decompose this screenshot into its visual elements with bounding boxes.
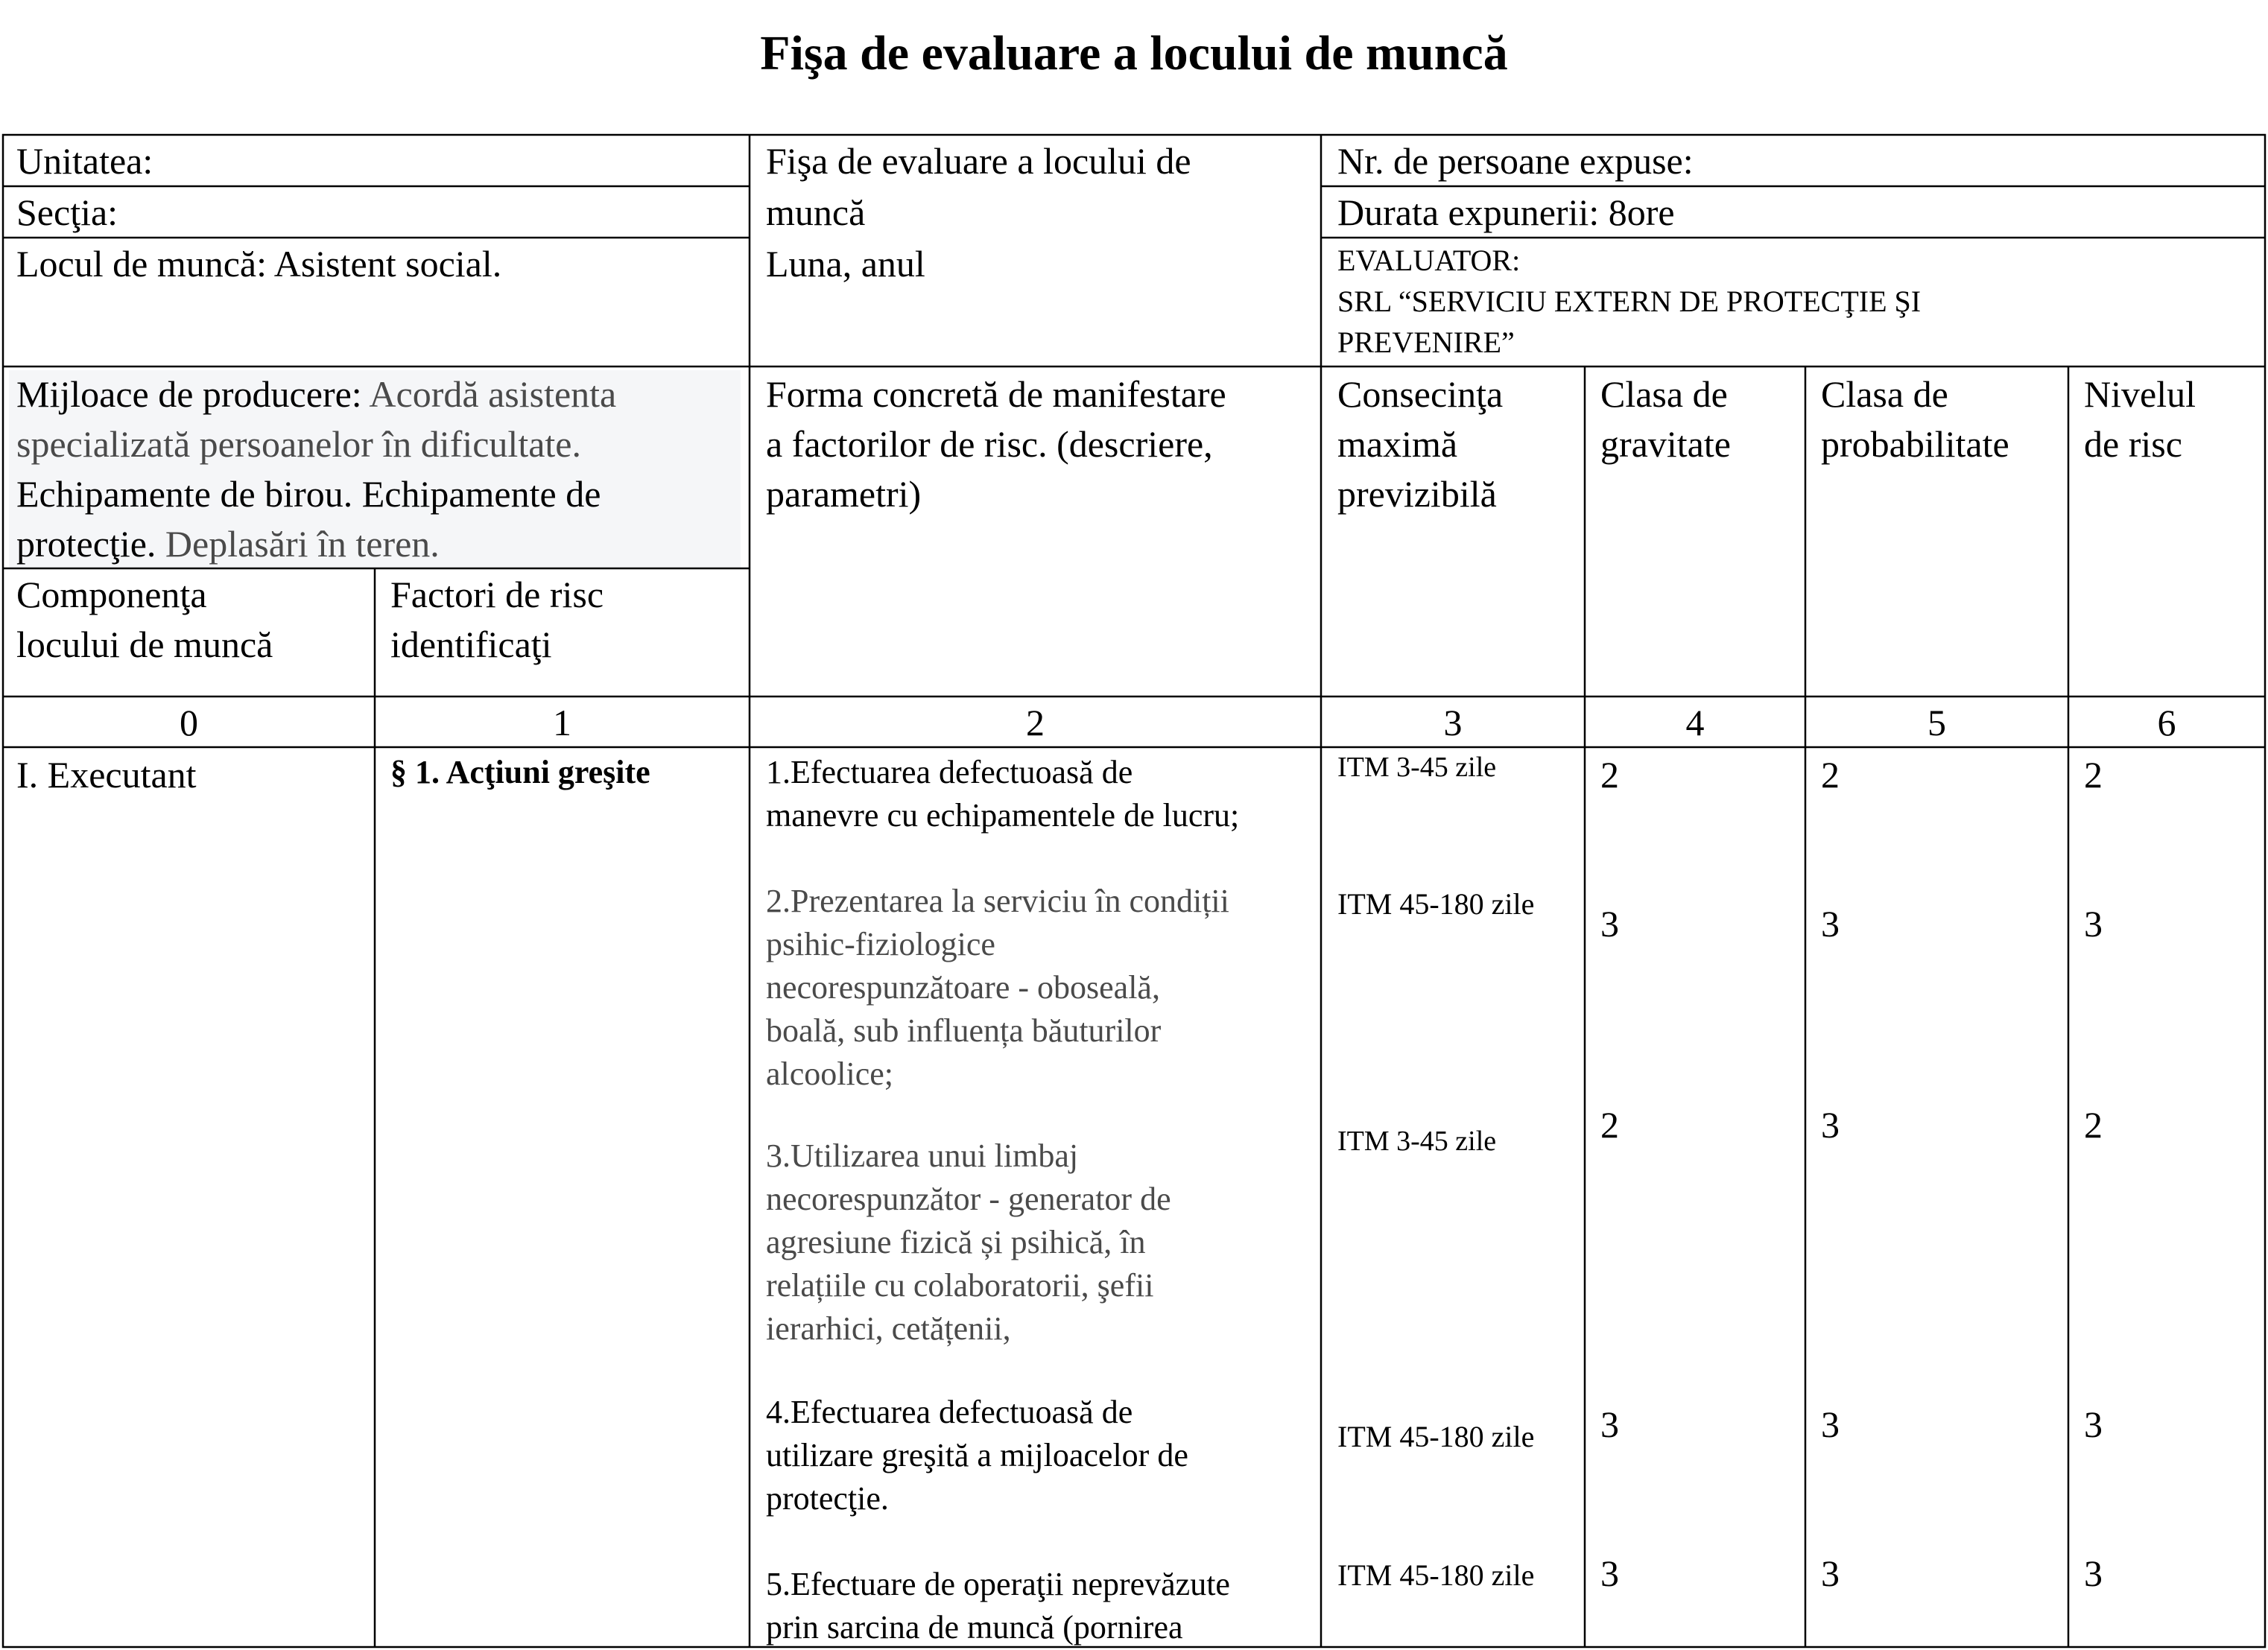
col-number-2: 2 (1026, 702, 1045, 743)
col-number-6: 6 (2157, 702, 2176, 743)
sectia-label: Secţia: (16, 191, 118, 233)
section-factor: § 1. Acţiuni greşite (390, 754, 650, 790)
nr-persoane-label: Nr. de persoane expuse: (1337, 140, 1694, 182)
risk-4-line-3: protecţie. (766, 1480, 889, 1517)
col-number-4: 4 (1685, 702, 1705, 743)
col-consecinta-2: maximă (1337, 423, 1458, 465)
risk-3-probabilitate: 3 (1821, 1104, 1840, 1146)
col-gravitate-2: gravitate (1600, 423, 1731, 465)
col-probabilitate-1: Clasa de (1821, 373, 1948, 415)
unitatea-label: Unitatea: (16, 140, 153, 182)
risk-1-consecinta: ITM 3-45 zile (1337, 752, 1497, 783)
mijloace-line-1 (16, 369, 616, 419)
col-componenta-1: Componenţa (16, 574, 207, 615)
col-number-3: 3 (1443, 702, 1463, 743)
risk-4-gravitate: 3 (1600, 1403, 1619, 1445)
mijloace-text-4a: protecţie. (16, 523, 165, 565)
risk-5-probabilitate: 3 (1821, 1552, 1840, 1594)
luna-anul-label: Luna, anul (766, 243, 925, 285)
risk-3-nivel: 2 (2084, 1104, 2103, 1146)
col-componenta-2: locului de muncă (16, 623, 273, 665)
col-nivel-1: Nivelul (2084, 373, 2196, 415)
risk-2-line-1: 2.Prezentarea la serviciu în condiții (766, 883, 1229, 919)
risk-1-probabilitate: 2 (1821, 754, 1840, 796)
col-forma-3: parametri) (766, 473, 922, 515)
col-factori-2: identificaţi (390, 623, 552, 665)
risk-4-line-1: 4.Efectuarea defectuoasă de (766, 1394, 1133, 1430)
risk-2-line-3: necorespunzătoare - oboseală, (766, 969, 1160, 1006)
mijloace-text-4b: Deplasări în teren. (165, 523, 440, 565)
col-forma-1: Forma concretă de manifestare (766, 373, 1226, 415)
risk-4-consecinta: ITM 45-180 zile (1337, 1420, 1535, 1453)
fisa-line-2: muncă (766, 191, 866, 233)
durata-label: Durata expunerii: 8ore (1337, 191, 1675, 233)
risk-1-nivel: 2 (2084, 754, 2103, 796)
risk-1-line-2: manevre cu echipamentele de lucru; (766, 797, 1240, 834)
col-gravitate-1: Clasa de (1600, 373, 1728, 415)
risk-2-line-5: alcoolice; (766, 1056, 894, 1092)
risk-3-line-2: necorespunzător - generator de (766, 1181, 1171, 1217)
mijloace-line-2: specializată persoanelor în dificultate. (16, 423, 581, 465)
risk-2-line-4: boală, sub influența băuturilor (766, 1012, 1162, 1049)
fisa-line-1: Fişa de evaluare a locului de (766, 140, 1191, 182)
col-consecinta-1: Consecinţa (1337, 373, 1504, 415)
risk-4-nivel: 3 (2084, 1403, 2103, 1445)
col-nivel-2: de risc (2084, 423, 2182, 465)
mijloace-label: Mijloace de producere: (16, 373, 370, 415)
col-number-5: 5 (1928, 702, 1946, 743)
risk-5-line-1: 5.Efectuare de operaţii neprevăzute (766, 1566, 1230, 1602)
risk-2-nivel: 3 (2084, 903, 2103, 945)
col-number-0: 0 (180, 702, 198, 743)
col-forma-2: a factorilor de risc. (descriere, (766, 423, 1213, 465)
evaluator-label: EVALUATOR: (1337, 244, 1521, 277)
risk-5-gravitate: 3 (1600, 1552, 1619, 1594)
risk-3-line-1: 3.Utilizarea unui limbaj (766, 1137, 1079, 1174)
risk-3-line-3: agresiune fizică și psihică, în (766, 1224, 1146, 1260)
risk-1-gravitate: 2 (1600, 754, 1619, 796)
mijloace-line-4 (16, 518, 440, 569)
evaluator-line-1: SRL “SERVICIU EXTERN DE PROTECŢIE ŞI (1337, 285, 1922, 318)
col-number-1: 1 (553, 702, 571, 743)
risk-3-consecinta: ITM 3-45 zile (1337, 1126, 1497, 1157)
col-factori-1: Factori de risc (390, 574, 604, 615)
risk-3-line-4: relațiile cu colaboratorii, şefii (766, 1267, 1154, 1304)
risk-3-line-5: ierarhici, cetățenii, (766, 1310, 1011, 1347)
risk-2-line-2: psihic-fiziologice (766, 926, 995, 962)
document-title: Fişa de evaluare a locului de muncă (760, 26, 1508, 80)
locul-de-munca-label: Locul de muncă: Asistent social. (16, 243, 502, 285)
risk-3-gravitate: 2 (1600, 1104, 1619, 1146)
risk-5-nivel: 3 (2084, 1552, 2103, 1594)
risk-4-line-2: utilizare greşită a mijloacelor de (766, 1437, 1188, 1473)
risk-4-probabilitate: 3 (1821, 1403, 1840, 1445)
col-probabilitate-2: probabilitate (1821, 423, 2009, 465)
col-consecinta-3: previzibilă (1337, 473, 1497, 515)
risk-1-line-1: 1.Efectuarea defectuoasă de (766, 754, 1133, 790)
mijloace-line-3: Echipamente de birou. Echipamente de (16, 473, 601, 515)
risk-5-consecinta: ITM 45-180 zile (1337, 1558, 1535, 1592)
evaluator-line-2: PREVENIRE” (1337, 326, 1515, 359)
risk-2-probabilitate: 3 (1821, 903, 1840, 945)
risk-2-consecinta: ITM 45-180 zile (1337, 887, 1535, 921)
risk-2-gravitate: 3 (1600, 903, 1619, 945)
risk-5-line-2: prin sarcina de muncă (pornirea (766, 1609, 1183, 1646)
section-component: I. Executant (16, 754, 197, 796)
mijloace-text-1: Acordă asistenta (369, 373, 617, 415)
